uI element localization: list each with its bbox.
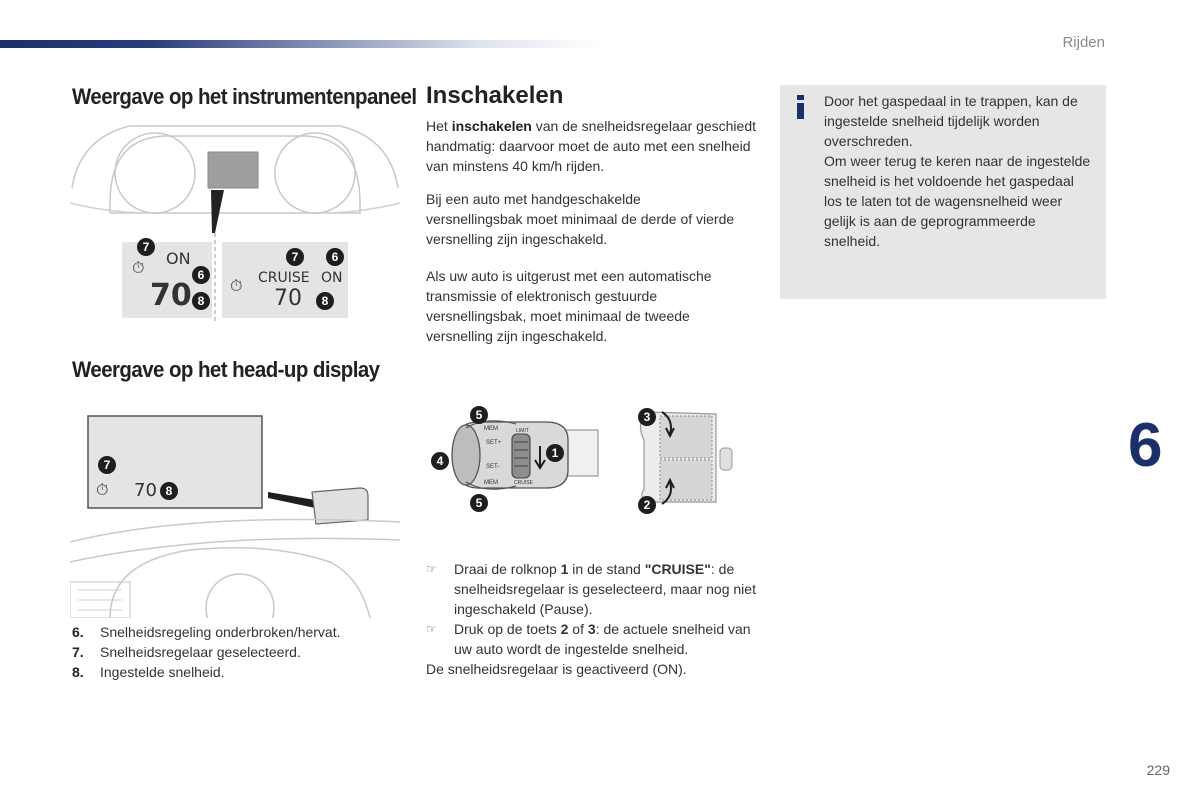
display2-speed: 70 — [274, 286, 302, 311]
header-gradient-bar — [0, 40, 600, 48]
legend-text: Snelheidsregelaar geselecteerd. — [100, 644, 301, 660]
instruction-text: in de stand — [568, 561, 645, 577]
instruction-bold: 1 — [560, 561, 569, 577]
p1-pre: Het — [426, 118, 452, 134]
page-number: 229 — [1146, 762, 1170, 778]
instruction-bold: "CRUISE" — [644, 561, 711, 577]
hud-illustration — [70, 412, 400, 618]
badge-2: 2 — [638, 496, 656, 514]
instruction-text: : — [595, 621, 600, 637]
instruction-text: de snelheidsregelaar is geselecteerd, maar nog niet ingeschakeld (Pause). — [454, 561, 756, 617]
stalk-label-limit: LIMIT — [516, 428, 529, 434]
badge-3: 3 — [638, 408, 656, 426]
badge-8: 8 — [192, 292, 210, 310]
paragraph-inschakelen — [426, 116, 756, 176]
stalk-label-set-minus: SET- — [486, 464, 500, 470]
stalk-label-mem-top: MEM — [484, 426, 498, 432]
instruction-item — [426, 619, 756, 659]
legend-item — [72, 622, 341, 642]
badge-4: 4 — [431, 452, 449, 470]
badge-7: 7 — [98, 456, 116, 474]
legend-item — [72, 642, 341, 662]
instrument-panel-heading: Weergave op het instrumentenpaneel — [72, 84, 417, 109]
badge-5-top: 5 — [470, 406, 488, 424]
info-box — [780, 85, 1106, 299]
display1-speed: 70 — [150, 278, 192, 313]
badge-5-bottom: 5 — [470, 494, 488, 512]
legend-text: Ingestelde snelheid. — [100, 664, 225, 680]
badge-6: 6 — [192, 266, 210, 284]
chapter-number: 6 — [1128, 411, 1163, 480]
info-text-1: Door het gaspedaal in te trappen, kan de ingestelde snelheid tijdelijk worden overschreden. — [824, 93, 1078, 149]
badge-8: 8 — [160, 482, 178, 500]
legend-number: 6. — [72, 624, 84, 640]
display2-cruise-label: CRUISE — [258, 270, 310, 286]
badge-6: 6 — [326, 248, 344, 266]
display1-on-label: ON — [166, 249, 191, 268]
cruise-stalk-illustration — [426, 400, 758, 520]
hud-speed: 70 — [134, 480, 157, 501]
instruction-text: Druk op de toets — [454, 621, 561, 637]
instruction-text: de actuele snelheid van uw auto wordt de ingestelde snelheid. — [454, 621, 751, 657]
instruction-bold: 2 — [560, 621, 569, 637]
speedometer-icon: ⏱ — [96, 480, 109, 499]
inschakelen-heading: Inschakelen — [426, 82, 564, 109]
info-text — [824, 91, 1094, 251]
legend-list — [72, 622, 341, 682]
instrument-panel-illustration — [70, 118, 400, 323]
stalk-label-cruise: CRUISE — [514, 480, 533, 486]
stalk-label-mem-bottom: MEM — [484, 480, 498, 486]
pointer-icon: ☞ — [426, 562, 437, 576]
stalk-label-set-plus: SET+ — [486, 440, 502, 446]
section-title: Rijden — [1062, 34, 1105, 51]
instruction-text: Draai de rolknop — [454, 561, 561, 577]
display2-on-label: ON — [321, 270, 343, 286]
instruction-text: of — [568, 621, 588, 637]
p1-bold: inschakelen — [451, 118, 532, 134]
speedometer-icon: ⏱ — [230, 276, 243, 295]
badge-8: 8 — [316, 292, 334, 310]
hud-heading: Weergave op het head-up display — [72, 357, 380, 382]
legend-number: 7. — [72, 644, 84, 660]
p1-post: van de snelheidsregelaar geschiedt handmatig: daarvoor moet de auto met een snelheid van minstens 40 km/h rijden. — [426, 118, 756, 174]
badge-1: 1 — [546, 444, 564, 462]
badge-7: 7 — [137, 238, 155, 256]
instruction-bold: 3 — [587, 621, 596, 637]
paragraph-automatic-gearbox: Als uw auto is uitgerust met een automatische transmissie of elektronisch gestuurde versnellingsbak, moet minimaal de tweede versnelling zijn ingeschakeld. — [426, 268, 712, 344]
legend-item — [72, 662, 341, 682]
info-icon — [794, 95, 806, 119]
info-text-2: Om weer terug te keren naar de ingestelde snelheid is het voldoende het gaspedaal los te laten tot de wagensnelheid weer gelijk is aan de geprogrammeerde snelheid. — [824, 153, 1091, 249]
pointer-icon: ☞ — [426, 622, 437, 636]
instruction-list — [426, 559, 756, 679]
instruction-text: : — [710, 561, 715, 577]
paragraph-manual-gearbox: Bij een auto met handgeschakelde versnellingsbak moet minimaal de derde of vierde versnelling zijn ingeschakeld. — [426, 191, 735, 247]
legend-text: Snelheidsregeling onderbroken/hervat. — [100, 624, 341, 640]
badge-7: 7 — [286, 248, 304, 266]
instruction-item — [426, 559, 756, 619]
activation-result: De snelheidsregelaar is geactiveerd (ON). — [426, 661, 687, 677]
legend-number: 8. — [72, 664, 84, 680]
speedometer-icon: ⏱ — [132, 258, 145, 277]
hud-drawing — [70, 412, 400, 618]
